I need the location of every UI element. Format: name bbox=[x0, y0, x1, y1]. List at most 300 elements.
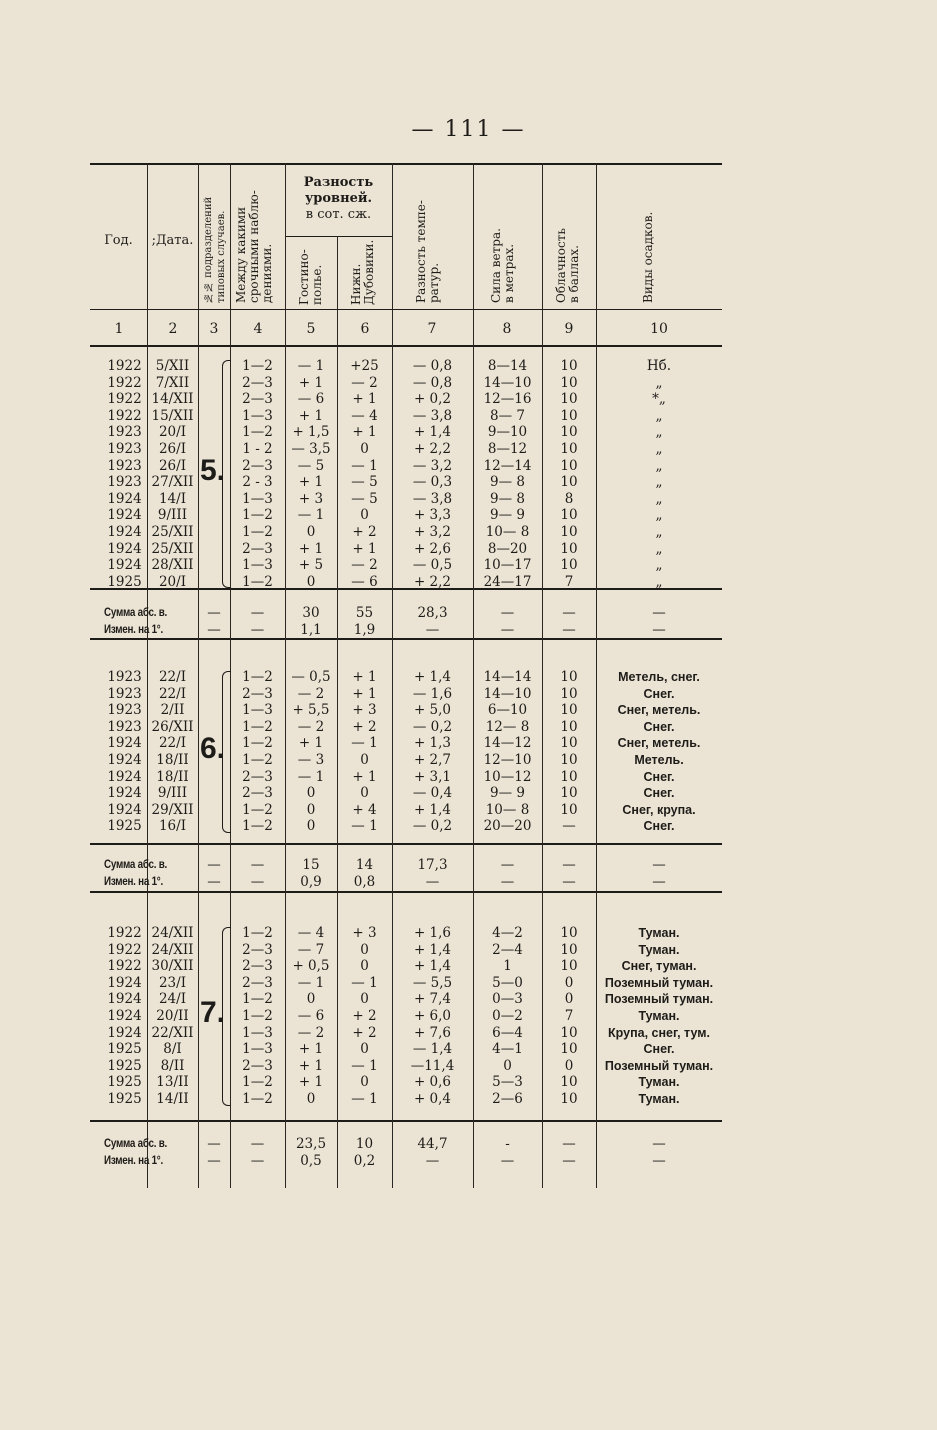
change-gost: 0,9 bbox=[300, 874, 322, 890]
cell-obs: 1—2 bbox=[242, 1008, 273, 1024]
cell-gost: 0 bbox=[306, 801, 316, 818]
cell-prec: Снег, метель. bbox=[617, 703, 701, 718]
change-cloud: — bbox=[562, 874, 576, 890]
cell-cloud: 10 bbox=[560, 358, 578, 374]
cell-gost: + 1 bbox=[298, 540, 324, 557]
cell-cloud: 8 bbox=[564, 490, 574, 507]
cell-date: 15/XII bbox=[151, 407, 194, 424]
change-obs_a: — bbox=[207, 622, 221, 638]
cell-cloud: 10 bbox=[560, 424, 578, 441]
cell-year: 1924 bbox=[107, 490, 142, 507]
cell-wind: 9— 9 bbox=[490, 785, 525, 802]
cell-date: 26/I bbox=[158, 441, 187, 457]
cell-cloud: 0 bbox=[564, 991, 574, 1008]
cell-cloud: — bbox=[562, 818, 576, 835]
cell-prec: Поземный туман. bbox=[604, 992, 714, 1007]
cell-dub: + 1 bbox=[352, 424, 377, 441]
cell-prec: „ bbox=[655, 557, 663, 574]
cell-gost: — 3 bbox=[297, 752, 325, 768]
cell-temp: + 2,6 bbox=[413, 540, 452, 557]
cell-cloud: 0 bbox=[564, 1057, 574, 1074]
cell-cloud: 10 bbox=[560, 768, 578, 785]
cell-temp: — 0,8 bbox=[412, 374, 453, 391]
sum-obs_b: — bbox=[250, 1136, 265, 1152]
cell-temp: — 5,5 bbox=[412, 974, 453, 991]
cell-dub: + 1 bbox=[352, 391, 377, 408]
cell-temp: + 2,2 bbox=[413, 441, 452, 457]
cell-temp: + 7,6 bbox=[413, 1024, 452, 1041]
change-prec: — bbox=[652, 1153, 666, 1169]
cell-dub: — 2 bbox=[351, 374, 378, 391]
cell-wind: 14—10 bbox=[483, 685, 532, 702]
cell-obs: 1—2 bbox=[242, 752, 273, 768]
header-dubovik: Нижн. Дубовики. bbox=[349, 239, 376, 305]
cell-temp: + 1,4 bbox=[413, 669, 452, 685]
cell-obs: 1—3 bbox=[242, 407, 273, 424]
cell-wind: 14—12 bbox=[483, 735, 532, 752]
cell-prec: „ bbox=[655, 424, 663, 441]
change-obs_b: — bbox=[250, 622, 265, 638]
change-label: Измен. на 1°. bbox=[104, 622, 163, 636]
cell-gost: — 6 bbox=[297, 1008, 325, 1024]
sum-dub: 14 bbox=[355, 857, 374, 873]
cell-dub: — 4 bbox=[351, 407, 378, 424]
cell-obs: 2—3 bbox=[242, 374, 273, 391]
cell-cloud: 7 bbox=[564, 573, 574, 590]
group-number: 5. bbox=[200, 454, 226, 488]
sum-dub: 55 bbox=[355, 605, 374, 621]
cell-gost: + 1 bbox=[298, 1074, 324, 1091]
cell-date: 5/XII bbox=[155, 358, 190, 374]
cell-obs: 1—2 bbox=[242, 718, 273, 735]
cell-prec: „ bbox=[655, 540, 663, 557]
cell-obs: 2 - 3 bbox=[242, 474, 273, 491]
cell-prec: Метель, снег. bbox=[618, 670, 700, 684]
colnum-8: 8 bbox=[502, 321, 512, 337]
sum-cloud: — bbox=[562, 1136, 576, 1152]
cell-year: 1924 bbox=[107, 785, 142, 802]
sum-obs_a: — bbox=[207, 1136, 221, 1152]
cell-prec: „ bbox=[655, 441, 663, 457]
sum-wind: — bbox=[500, 857, 515, 873]
cell-date: 9/III bbox=[157, 507, 188, 524]
cell-dub: + 2 bbox=[352, 1008, 377, 1024]
cell-wind: 2—6 bbox=[492, 1091, 523, 1107]
cell-temp: — 0,8 bbox=[412, 358, 453, 374]
sum1-end-rule bbox=[90, 638, 722, 640]
level-unit: в сот. сж. bbox=[305, 207, 372, 222]
cell-prec: Туман. bbox=[638, 1009, 680, 1023]
cell-prec: Снег, туман. bbox=[621, 959, 697, 974]
header-temp-difference: Разность темпе- ратур. bbox=[414, 200, 441, 303]
cell-obs: 1—2 bbox=[242, 424, 273, 441]
cell-prec: Нб. bbox=[646, 358, 672, 374]
cell-cloud: 10 bbox=[560, 752, 578, 768]
cell-wind: 10— 8 bbox=[485, 801, 530, 818]
change-temp: — bbox=[425, 622, 440, 638]
cell-dub: — 1 bbox=[351, 735, 378, 752]
cell-date: 14/I bbox=[158, 490, 187, 507]
cell-temp: — 3,8 bbox=[412, 490, 453, 507]
change-obs_b: — bbox=[250, 1153, 265, 1169]
cell-wind: 8— 7 bbox=[490, 407, 525, 424]
cell-obs: 1—2 bbox=[242, 358, 273, 374]
cell-cloud: 10 bbox=[560, 474, 578, 491]
cell-year: 1924 bbox=[107, 507, 142, 524]
cell-year: 1924 bbox=[107, 735, 142, 752]
cell-temp: + 6,0 bbox=[413, 1008, 452, 1024]
cell-obs: 1—2 bbox=[242, 801, 273, 818]
cell-date: 20/I bbox=[158, 573, 187, 590]
cell-obs: 1—3 bbox=[242, 490, 273, 507]
cell-cloud: 10 bbox=[560, 1074, 578, 1091]
group2-end-rule bbox=[90, 843, 722, 845]
cell-date: 14/II bbox=[156, 1091, 189, 1107]
sum-gost: 23,5 bbox=[295, 1136, 327, 1152]
cell-dub: 0 bbox=[360, 507, 369, 524]
cell-year: 1922 bbox=[107, 925, 142, 941]
colnum-5: 5 bbox=[306, 321, 316, 337]
cell-date: 18/II bbox=[156, 752, 189, 768]
cell-prec: Туман. bbox=[638, 942, 680, 957]
cell-dub: + 2 bbox=[352, 1024, 377, 1041]
cell-date: 29/XII bbox=[151, 801, 194, 818]
cell-dub: — 1 bbox=[351, 1091, 378, 1107]
cell-wind: 20—20 bbox=[483, 818, 532, 835]
cell-temp: + 1,4 bbox=[413, 801, 452, 818]
cell-dub: + 1 bbox=[352, 540, 377, 557]
cell-temp: + 3,3 bbox=[413, 507, 452, 524]
cell-dub: 0 bbox=[360, 1041, 369, 1058]
cell-date: 23/I bbox=[158, 974, 187, 991]
cell-gost: + 5,5 bbox=[292, 702, 330, 719]
cell-prec: Крупа, снег, тум. bbox=[608, 1025, 710, 1040]
cell-date: 26/I bbox=[158, 457, 187, 474]
cell-date: 22/I bbox=[158, 669, 187, 685]
cell-cloud: 10 bbox=[560, 702, 578, 719]
cell-obs: 1—2 bbox=[242, 991, 273, 1008]
cell-obs: 2—3 bbox=[242, 941, 273, 958]
cell-date: 13/II bbox=[156, 1074, 189, 1091]
cell-dub: — 5 bbox=[351, 474, 378, 491]
change-gost: 0,5 bbox=[300, 1153, 322, 1169]
cell-dub: 0 bbox=[360, 752, 369, 768]
cell-dub: 0 bbox=[360, 1074, 369, 1091]
change-temp: — bbox=[425, 1153, 440, 1169]
sum-prec: — bbox=[652, 1136, 666, 1152]
cell-wind: 4—1 bbox=[492, 1041, 523, 1058]
cell-wind: 24—17 bbox=[483, 573, 532, 590]
cell-year: 1924 bbox=[107, 1008, 142, 1024]
cell-obs: 1—2 bbox=[242, 818, 273, 835]
cell-wind: 10— 8 bbox=[485, 524, 530, 540]
group-number: 7. bbox=[200, 996, 226, 1030]
cell-gost: — 4 bbox=[297, 925, 325, 941]
cell-gost: — 1 bbox=[297, 358, 325, 374]
cell-temp: + 1,4 bbox=[413, 941, 452, 958]
cell-cloud: 0 bbox=[564, 974, 574, 991]
cell-temp: —11,4 bbox=[410, 1057, 455, 1074]
cell-prec: Поземный туман. bbox=[604, 975, 714, 990]
cell-date: 26/XII bbox=[151, 718, 194, 735]
cell-dub: — 1 bbox=[351, 974, 378, 991]
colnum-2: 2 bbox=[168, 321, 178, 337]
sum-gost: 30 bbox=[302, 605, 320, 621]
sum-label: Сумма абс. в. bbox=[104, 1136, 168, 1150]
cell-gost: + 1 bbox=[298, 474, 324, 491]
cell-temp: + 1,6 bbox=[413, 925, 452, 941]
cell-cloud: 10 bbox=[560, 785, 578, 802]
cell-wind: 0—2 bbox=[492, 1008, 523, 1024]
cell-cloud: 10 bbox=[560, 374, 578, 391]
sum-obs_b: — bbox=[250, 605, 265, 621]
cell-obs: 1—2 bbox=[242, 669, 273, 685]
cell-prec: *„ bbox=[652, 391, 666, 408]
cell-obs: 1—2 bbox=[242, 925, 273, 941]
colnum-1: 1 bbox=[114, 321, 124, 337]
cell-prec: Поземный туман. bbox=[604, 1058, 714, 1073]
data-table bbox=[90, 163, 722, 1188]
group-number: 6. bbox=[200, 732, 226, 765]
cell-date: 22/I bbox=[158, 685, 187, 702]
cell-prec: Снег. bbox=[643, 819, 675, 834]
cell-year: 1923 bbox=[107, 457, 142, 474]
cell-gost: + 1 bbox=[298, 1057, 324, 1074]
cell-year: 1923 bbox=[107, 685, 142, 702]
cell-cloud: 10 bbox=[560, 457, 578, 474]
cell-cloud: 10 bbox=[560, 507, 578, 524]
group3-end-rule bbox=[90, 1120, 722, 1122]
cell-wind: 8—12 bbox=[487, 441, 528, 457]
cell-year: 1924 bbox=[107, 801, 142, 818]
cell-cloud: 10 bbox=[560, 407, 578, 424]
cell-date: 22/XII bbox=[151, 1024, 194, 1041]
cell-cloud: 10 bbox=[560, 958, 578, 975]
cell-dub: 0 bbox=[360, 991, 369, 1008]
header-date: ;Дата. bbox=[151, 233, 194, 248]
cell-prec: „ bbox=[655, 524, 663, 540]
sum-temp: 28,3 bbox=[417, 605, 448, 621]
cell-cloud: 10 bbox=[560, 669, 578, 685]
cell-gost: 0 bbox=[306, 524, 316, 540]
cell-wind: 0 bbox=[503, 1057, 512, 1074]
cell-year: 1922 bbox=[107, 374, 142, 391]
change-wind: — bbox=[500, 622, 515, 638]
cell-cloud: 10 bbox=[560, 801, 578, 818]
sum-wind: — bbox=[500, 605, 515, 621]
cell-prec: Туман. bbox=[638, 1092, 680, 1106]
cell-cloud: 10 bbox=[560, 540, 578, 557]
cell-year: 1922 bbox=[107, 407, 142, 424]
cell-dub: + 2 bbox=[352, 524, 377, 540]
sum-cloud: — bbox=[562, 857, 576, 873]
cell-gost: 0 bbox=[306, 991, 316, 1008]
header-rule bbox=[90, 309, 722, 310]
cell-obs: 2—3 bbox=[242, 457, 273, 474]
level-subheader-rule bbox=[285, 236, 392, 237]
cell-year: 1923 bbox=[107, 441, 142, 457]
cell-cloud: 10 bbox=[560, 1091, 578, 1107]
cell-dub: — 5 bbox=[351, 490, 378, 507]
cell-date: 24/I bbox=[158, 991, 187, 1008]
cell-dub: + 4 bbox=[352, 801, 377, 818]
cell-date: 2/II bbox=[160, 702, 185, 719]
cell-gost: 0 bbox=[306, 818, 316, 835]
cell-prec: Снег, метель. bbox=[617, 736, 701, 751]
cell-cloud: 10 bbox=[560, 941, 578, 958]
cell-obs: 2—3 bbox=[242, 958, 273, 975]
cell-prec: Туман. bbox=[638, 1075, 680, 1090]
cell-temp: + 2,7 bbox=[413, 752, 452, 768]
cell-dub: — 1 bbox=[351, 1057, 378, 1074]
cell-temp: + 0,4 bbox=[413, 1091, 452, 1107]
change-dub: 1,9 bbox=[353, 622, 376, 638]
cell-temp: — 0,3 bbox=[412, 474, 453, 491]
cell-prec: Туман. bbox=[638, 926, 680, 940]
cell-gost: — 2 bbox=[297, 718, 325, 735]
sum-temp: 44,7 bbox=[417, 1136, 448, 1152]
cell-dub: +25 bbox=[350, 358, 379, 374]
sum-wind: - bbox=[505, 1136, 510, 1152]
cell-cloud: 10 bbox=[560, 685, 578, 702]
cell-gost: — 2 bbox=[297, 1024, 325, 1041]
cell-gost: — 7 bbox=[297, 941, 325, 958]
cell-prec: „ bbox=[655, 407, 663, 424]
cell-date: 16/I bbox=[158, 818, 187, 835]
cell-prec: „ bbox=[655, 457, 663, 474]
cell-dub: + 1 bbox=[352, 768, 377, 785]
cell-cloud: 10 bbox=[560, 735, 578, 752]
cell-dub: — 2 bbox=[351, 557, 378, 574]
cell-gost: — 2 bbox=[297, 685, 325, 702]
cell-temp: + 2,2 bbox=[413, 573, 452, 590]
sum-gost: 15 bbox=[302, 857, 320, 873]
cell-date: 9/III bbox=[157, 785, 188, 802]
cell-date: 18/II bbox=[156, 768, 189, 785]
cell-obs: 1—2 bbox=[242, 1091, 273, 1107]
cell-year: 1922 bbox=[107, 958, 142, 975]
change-prec: — bbox=[652, 622, 666, 638]
cell-temp: + 7,4 bbox=[413, 991, 452, 1008]
change-prec: — bbox=[652, 874, 666, 890]
cell-gost: + 3 bbox=[298, 490, 324, 507]
header-between-observations: Между какими срочными наблю- дениями. bbox=[234, 190, 274, 303]
cell-dub: 0 bbox=[360, 441, 369, 457]
change-wind: — bbox=[500, 1153, 515, 1169]
cell-dub: — 6 bbox=[351, 573, 378, 590]
cell-prec: Снег. bbox=[643, 1042, 675, 1057]
cell-gost: + 0,5 bbox=[292, 958, 330, 975]
cell-wind: 2—4 bbox=[492, 941, 523, 958]
sum-obs_a: — bbox=[207, 857, 221, 873]
cell-year: 1925 bbox=[107, 1057, 142, 1074]
change-temp: — bbox=[425, 874, 440, 890]
cell-year: 1924 bbox=[107, 752, 142, 768]
cell-obs: 1—2 bbox=[242, 1074, 273, 1091]
cell-temp: + 5,0 bbox=[413, 702, 452, 719]
cell-year: 1924 bbox=[107, 1024, 142, 1041]
cell-cloud: 10 bbox=[560, 441, 578, 457]
cell-date: 25/XII bbox=[151, 524, 194, 540]
cell-obs: 1—2 bbox=[242, 573, 273, 590]
cell-cloud: 10 bbox=[560, 1041, 578, 1058]
cell-year: 1925 bbox=[107, 818, 142, 835]
cell-year: 1925 bbox=[107, 1041, 142, 1058]
cell-dub: — 1 bbox=[351, 818, 378, 835]
cell-wind: 12—16 bbox=[483, 391, 532, 408]
cell-temp: — 0,2 bbox=[412, 818, 453, 835]
cell-prec: Снег. bbox=[643, 719, 675, 734]
cell-obs: 2—3 bbox=[242, 391, 273, 408]
cell-gost: + 1 bbox=[298, 374, 324, 391]
cell-date: 8/II bbox=[160, 1057, 185, 1074]
cell-date: 24/XII bbox=[151, 941, 194, 958]
cell-year: 1922 bbox=[107, 391, 142, 408]
cell-obs: 2—3 bbox=[242, 785, 273, 802]
cell-gost: + 1 bbox=[298, 407, 324, 424]
cell-wind: 9—10 bbox=[487, 424, 528, 441]
cell-wind: 6—4 bbox=[492, 1024, 523, 1041]
level-difference-title: Разность уровней. bbox=[303, 175, 374, 206]
cell-temp: + 1,4 bbox=[413, 958, 452, 975]
cell-dub: — 1 bbox=[351, 457, 378, 474]
colnum-rule bbox=[90, 345, 722, 347]
cell-date: 20/II bbox=[156, 1008, 189, 1024]
cell-date: 14/XII bbox=[151, 391, 194, 408]
cell-wind: 9— 8 bbox=[490, 490, 525, 507]
cell-gost: — 1 bbox=[297, 768, 325, 785]
cell-year: 1923 bbox=[107, 424, 142, 441]
cell-prec: Снег. bbox=[643, 686, 675, 701]
cell-year: 1924 bbox=[107, 524, 142, 540]
cell-obs: 2—3 bbox=[242, 685, 273, 702]
cell-wind: 14—14 bbox=[483, 669, 532, 685]
cell-temp: — 1,4 bbox=[412, 1041, 453, 1058]
cell-cloud: 10 bbox=[560, 925, 578, 941]
cell-obs: 2—3 bbox=[242, 540, 273, 557]
cell-obs: 1—3 bbox=[242, 1024, 273, 1041]
cell-dub: + 2 bbox=[352, 718, 377, 735]
cell-gost: — 1 bbox=[297, 974, 325, 991]
cell-gost: 0 bbox=[306, 573, 316, 590]
cell-date: 28/XII bbox=[151, 557, 194, 574]
cell-year: 1924 bbox=[107, 974, 142, 991]
cell-cloud: 7 bbox=[564, 1008, 574, 1024]
cell-prec: „ bbox=[655, 490, 663, 507]
cell-date: 30/XII bbox=[151, 958, 194, 975]
cell-year: 1924 bbox=[107, 768, 142, 785]
cell-cloud: 10 bbox=[560, 1024, 578, 1041]
cell-temp: — 0,5 bbox=[412, 557, 453, 574]
cell-temp: — 0,4 bbox=[412, 785, 453, 802]
sum-label: Сумма абс. в. bbox=[104, 857, 168, 871]
change-label: Измен. на 1°. bbox=[104, 1153, 163, 1167]
cell-temp: + 3,1 bbox=[413, 768, 452, 785]
cell-wind: 12— 8 bbox=[485, 718, 530, 735]
sum-temp: 17,3 bbox=[417, 857, 448, 873]
cell-wind: 8—20 bbox=[487, 540, 528, 557]
cell-dub: 0 bbox=[360, 958, 369, 975]
cell-year: 1922 bbox=[107, 941, 142, 958]
cell-year: 1924 bbox=[107, 557, 142, 574]
cell-obs: 2—3 bbox=[242, 768, 273, 785]
change-wind: — bbox=[500, 874, 515, 890]
cell-obs: 1—2 bbox=[242, 524, 273, 540]
sum-label: Сумма абс. в. bbox=[104, 605, 168, 619]
cell-obs: 1 - 2 bbox=[242, 441, 273, 457]
cell-prec: Снег. bbox=[643, 786, 675, 801]
cell-date: 24/XII bbox=[151, 925, 194, 941]
